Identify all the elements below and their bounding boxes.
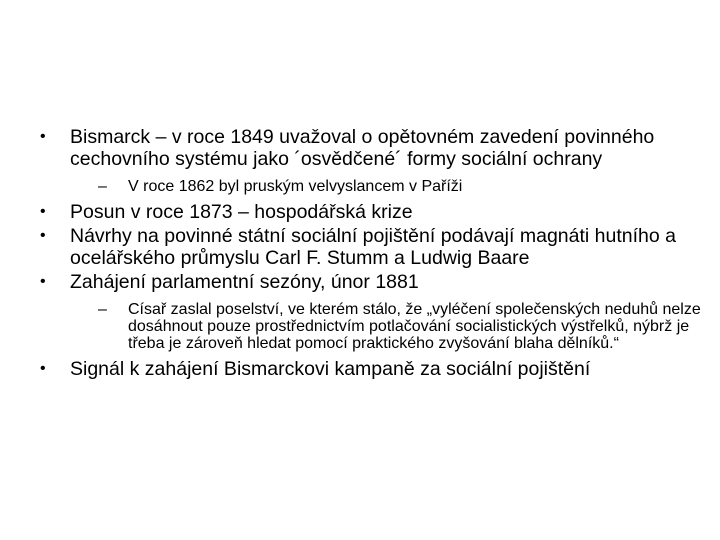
bullet-icon: • [40, 227, 46, 244]
bullet-item [40, 225, 680, 269]
sub-bullet-list [98, 178, 680, 195]
bullet-icon: • [40, 128, 46, 145]
sub-bullet-text: Císař zaslal poselství, ve kterém stálo, že „vyléčení společenských neduhů nelze dosáhnout pouze prostřednictvím potlačování socialistických výstřelků, nýbrž je třeba je zároveň hledat pomocí praktického zvyšování blaha dělníků.“ [128, 301, 701, 352]
bullet-text: Posun v roce 1873 – hospodářská krize [70, 201, 413, 223]
bullet-icon: • [40, 203, 46, 220]
bullet-text: Návrhy na povinné státní sociální pojištění podávají magnáti hutního a ocelářského průmyslu Carl F. Stumm a Ludwig Baare [70, 225, 676, 269]
bullet-list [40, 126, 701, 382]
bullet-item [40, 358, 680, 380]
sub-bullet-text: V roce 1862 byl pruským velvyslancem v Paříži [128, 178, 463, 195]
bullet-icon: • [40, 360, 46, 377]
dash-icon: – [98, 178, 107, 195]
sub-bullet-item [98, 178, 708, 195]
bullet-icon: • [40, 273, 46, 290]
bullet-item [40, 126, 680, 195]
bullet-item [40, 271, 701, 352]
sub-bullet-list [98, 301, 701, 352]
bullet-text: Signál k zahájení Bismarckovi kampaně za sociální pojištění [70, 358, 591, 380]
sub-bullet-item [98, 301, 708, 352]
bullet-text: Bismarck – v roce 1849 uvažoval o opětovném zavedení povinného cechovního systému jako ´osvědčené´ formy sociální ochrany [70, 126, 655, 170]
bullet-item [40, 201, 680, 223]
bullet-text: Zahájení parlamentní sezóny, únor 1881 [70, 271, 419, 293]
dash-icon: – [98, 301, 107, 318]
